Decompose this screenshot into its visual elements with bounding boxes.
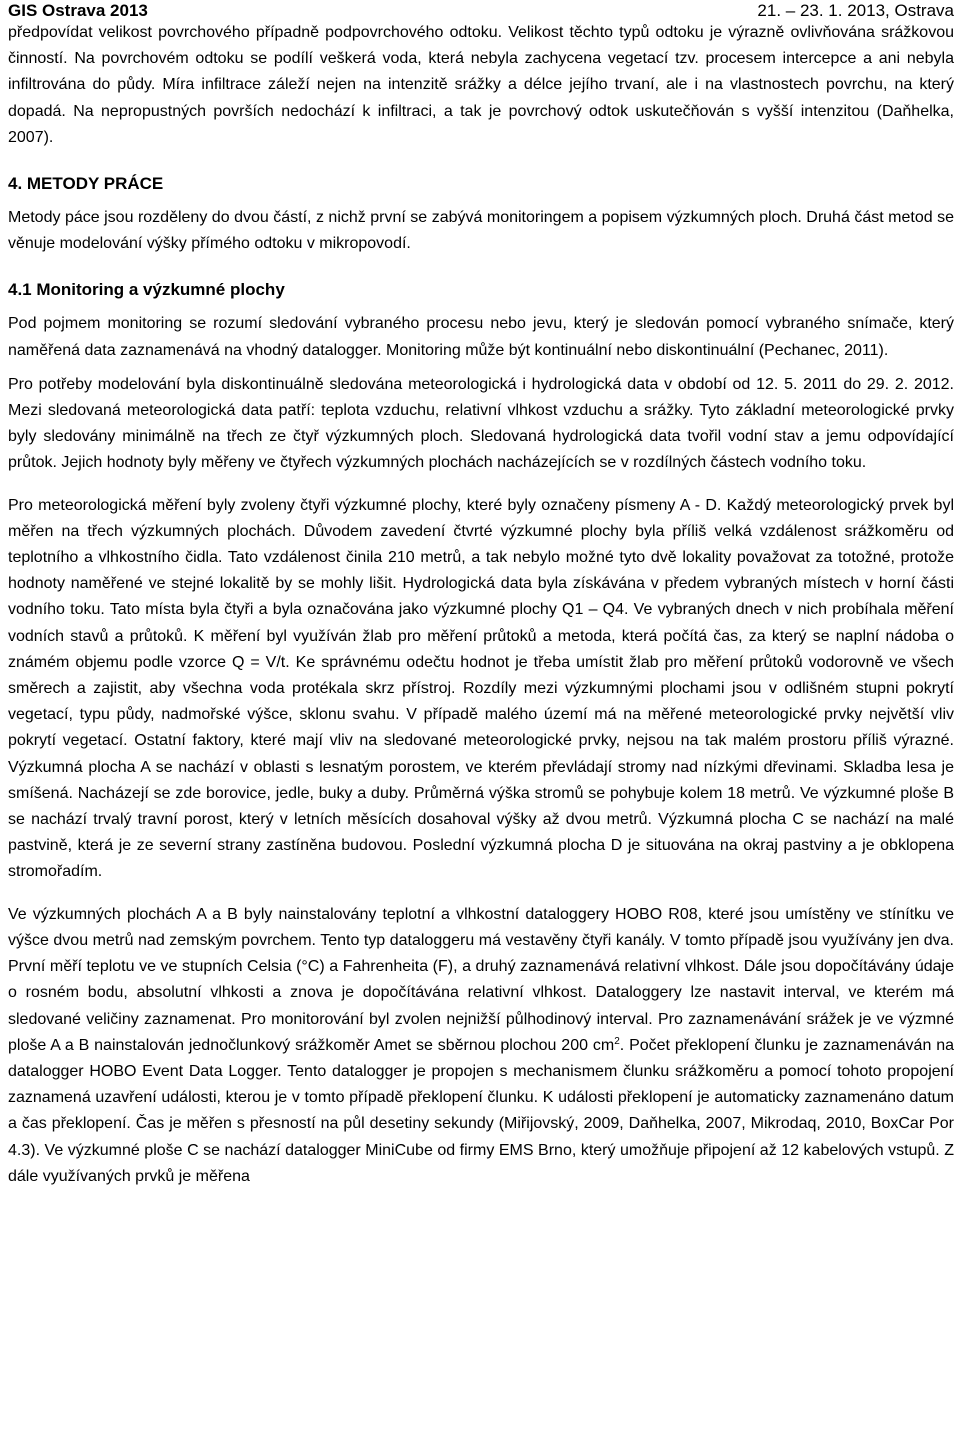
intro-paragraph: předpovídat velikost povrchového případně podpovrchového odtoku. Velikost těchto typů odtoku je výrazně ovlivňována srážkovou činností. Na povrchovém odtoku se podílí veškerá voda, která nebyla zachycena vegetací tzv. procesem intercepce a ani nebyla infiltrována do půdy. Míra infiltrace záleží nejen na intenzitě srážky a délce jejího trvaní, ale i na vlastnostech povrchu, na který dopadá. Na nepropustných površích nedochází k infiltraci, a tak je povrchový odtok uskutečňován s vyšší intenzitou (Daňhelka, 2007).: [8, 24, 954, 146]
conference-name: GIS Ostrava 2013: [8, 1, 148, 20]
section-4-1-heading: 4.1 Monitoring a výzkumné plochy: [8, 280, 285, 300]
section-4-paragraph: Metody páce jsou rozděleny do dvou částí, z nichž první se zabývá monitoringem a popisem výzkumných ploch. Druhá část metod se věnuje modelování výšky přímého odtoku v mikropovodí.: [8, 209, 954, 253]
document-body: [8, 20, 954, 1190]
monitoring-paragraph-1: Pod pojmem monitoring se rozumí sledování vybraného procesu nebo jevu, který je sledován pomocí vybraného snímače, který naměřená data zaznamenává na vhodný datalogger. Monitoring může být kontinuální nebo diskontinuální (Pechanec, 2011).: [8, 315, 954, 359]
paragraph-4-part-b: . Počet překlopení člunku je zaznamenáván na datalogger HOBO Event Data Logger. Tento datalogger je propojen s mechanismem člunku srážkoměru a pomocí tohoto propojení zaznamená uzavření události, kterou je v tomto případě překlopení člunku. K události překlopení je automaticky zaznamenáno datum a čas překlopení. Čas je měřen s přesností na půl desetiny sekundy (Miřijovský, 2009, Daňhelka, 2007, Mikrodaq, 2010, BoxCar Por 4.3). Ve výzkumné ploše C se nachází datalogger MiniCube od firmy EMS Brno, který umožňuje připojení až 12 kabelových vstupů. Z dále využívaných prvků je měřena: [8, 1036, 955, 1185]
paragraph-4-part-a: Ve výzkumných plochách A a B byly nainstalovány teplotní a vlhkostní dataloggery HOBO R08, které jsou umístěny ve stínítku ve výšce dvou metrů nad zemským povrchem. Tento typ dataloggeru má vestavěny čtyři kanály. V tomto případě jsou využívány jen dva. První měří teplotu ve ve stupních Celsia (°C) a Fahrenheita (F), a druhý zaznamenává relativní vlhkost. Dále jsou dopočítávány údaje o rosném bodu, absolutní vlhkosti a znova je dopočítávána relativní vlhkost. Dataloggery lze nastavit interval, ve kterém má sledované veličiny zaznamenat. Pro monitorování byl zvolen nejnižší půlhodinový interval. Pro zaznamenávání srážek je ve výzmné ploše A a B nainstalován jednočlunkový srážkoměr Amet se sběrnou plochou 200 cm: [8, 905, 954, 1054]
section-4-heading: 4. METODY PRÁCE: [8, 174, 164, 194]
superscript-2: 2: [614, 1035, 620, 1047]
monitoring-paragraph-4: [8, 902, 954, 1190]
monitoring-paragraph-2: Pro potřeby modelování byla diskontinuálně sledována meteorologická i hydrologická data v období od 12. 5. 2011 do 29. 2. 2012. Mezi sledovaná meteorologická data patří: teplota vzduchu, relativní vlhkost vzduchu a srážky. Tyto základní meteorologické prvky byly sledovány minimálně na třech ze čtyř výzkumných ploch. Sledovaná hydrologická data tvořil vodní stav a jemu odpovídající průtok. Jejich hodnoty byly měřeny ve čtyřech výzkumných plochách nacházejících se v rozdílných částech vodního toku.: [8, 375, 954, 472]
monitoring-paragraph-3: Pro meteorologická měření byly zvoleny čtyři výzkumné plochy, které byly označeny písmeny A - D. Každý meteorologický prvek byl měřen na třech výzkumných plochách. Důvodem zavedení čtvrté výzkumné plochy byla příliš velká vzdálenost srážkoměru od teplotního a vlhkostního čidla. Tato vzdálenost činila 210 metrů, a tak nebylo možné tyto dvě lokality považovat za totožné, protože hodnoty naměřené ve stejné lokalitě by se mohly lišit. Hydrologická data byla získávána v předem vybraných místech v horní části vodního toku. Tato místa byla čtyři a byla označována jako výzkumné plochy Q1 – Q4. Ve vybraných dnech v nich probíhala měření vodních stavů a průtoků. K měření byl využíván žlab pro měření průtoků a metoda, která počítá čas, za který se naplní nádoba o známém objemu podle vzorce Q = V/t. Ke správnému odečtu hodnot je třeba umístit žlab pro měření průtoků vodorovně ve všech směrech a zajistit, aby všechna voda protékala skrz přístroj. Rozdíly mezi výzkumnými plochami jsou v odlišném stupni pokrytí vegetací, typu půdy, nadmořské výšce, sklonu svahu. V případě malého území má na měřené meteorologické prvky největší vliv pokrytí vegetací. Ostatní faktory, které mají vliv na sledované meteorologické prvky, nejsou na tak malém prostoru příliš výrazné. Výzkumná plocha A se nachází v oblasti s lesnatým porostem, ve kterém převládají stromy nad nízkými dřevinami. Skladba lesa je smíšená. Nacházejí se zde borovice, jedle, buky a duby. Průměrná výška stromů se pohybuje kolem 18 metrů. Ve výzkumné ploše B se nachází trvalý travní porost, který v letních měsících dosahoval výšky až dvou metrů. Výzkumná plocha C se nachází na malé pastvině, která je ze severní strany zastíněna budovou. Poslední výzkumná plocha D je situována na okraj pastviny a je obklopena stromořadím.: [8, 496, 954, 881]
conference-date-place: 21. – 23. 1. 2013, Ostrava: [757, 1, 954, 20]
page-header: [8, 0, 954, 22]
